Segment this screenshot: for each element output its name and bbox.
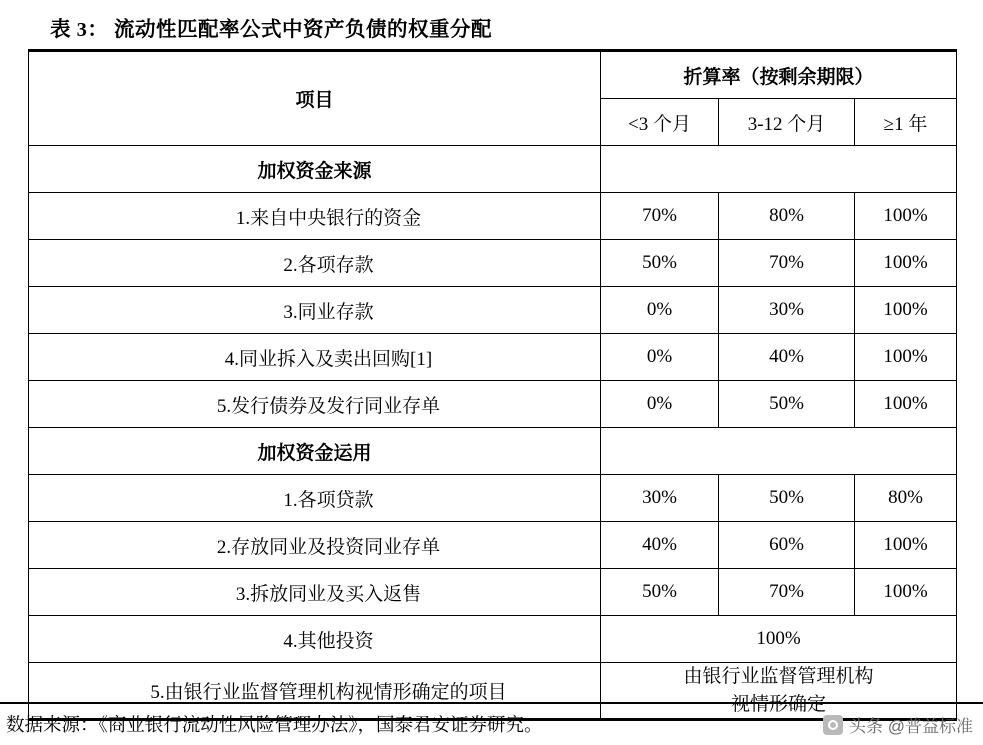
- table-header-row-group: [29, 51, 957, 99]
- row-value: 100%: [855, 240, 957, 287]
- row-value: 50%: [719, 381, 855, 428]
- row-value: 50%: [601, 569, 719, 616]
- table-row: [29, 334, 957, 381]
- section-label-funding-sources: 加权资金来源: [29, 146, 601, 193]
- merged-value-line-1: 由银行业监督管理机构: [683, 666, 874, 687]
- row-value: 100%: [855, 193, 957, 240]
- row-value: 60%: [719, 522, 855, 569]
- header-over-1-year: ≥1 年: [855, 99, 957, 146]
- row-label: 4.其他投资: [29, 616, 601, 663]
- header-item: 项目: [29, 51, 601, 146]
- section-empty-cell: [601, 146, 957, 193]
- row-label: 2.存放同业及投资同业存单: [29, 522, 601, 569]
- header-under-3-months: <3 个月: [601, 99, 719, 146]
- row-value: 30%: [719, 287, 855, 334]
- page-title: 表 3： 流动性匹配率公式中资产负债的权重分配: [50, 19, 492, 41]
- row-label: 3.拆放同业及买入返售: [29, 569, 601, 616]
- table-row: [29, 287, 957, 334]
- row-value: 100%: [855, 569, 957, 616]
- row-label: 3.同业存款: [29, 287, 601, 334]
- table-section-row: [29, 428, 957, 475]
- watermark: [823, 712, 977, 737]
- merged-value-line-2: 视情形确定: [730, 693, 826, 715]
- row-value: 40%: [719, 334, 855, 381]
- table-row: [29, 522, 957, 569]
- section-empty-cell: [601, 428, 957, 475]
- row-value: 100%: [855, 287, 957, 334]
- header-conversion-rate-group: 折算率（按剩余期限）: [601, 51, 957, 99]
- table-row: [29, 381, 957, 428]
- table-row: [29, 569, 957, 616]
- row-value: 30%: [601, 475, 719, 522]
- table-row: [29, 616, 957, 663]
- table-row: [29, 475, 957, 522]
- row-value: 0%: [601, 334, 719, 381]
- weight-allocation-table: [28, 49, 957, 721]
- row-value: 50%: [601, 240, 719, 287]
- row-label: 1.来自中央银行的资金: [29, 193, 601, 240]
- row-label: 2.各项存款: [29, 240, 601, 287]
- watermark-label: 头条 @普益标准: [849, 717, 973, 736]
- row-value: 0%: [601, 287, 719, 334]
- row-value-merged: 100%: [601, 616, 957, 663]
- row-value: 40%: [601, 522, 719, 569]
- row-value: 0%: [601, 381, 719, 428]
- row-value: 70%: [719, 240, 855, 287]
- footer: [0, 702, 983, 745]
- table-row: [29, 240, 957, 287]
- source-note: 数据来源：《商业银行流动性风险管理办法》，国泰君安证券研究。: [6, 716, 543, 736]
- section-label-funding-uses: 加权资金运用: [29, 428, 601, 475]
- table-row: [29, 193, 957, 240]
- header-3-to-12-months: 3-12 个月: [719, 99, 855, 146]
- row-value: 50%: [719, 475, 855, 522]
- row-label: 5.由银行业监督管理机构视情形确定的项目: [29, 663, 601, 720]
- row-value: 80%: [855, 475, 957, 522]
- row-label: 5.发行债券及发行同业存单: [29, 381, 601, 428]
- row-label: 4.同业拆入及卖出回购[1]: [29, 334, 601, 381]
- row-value: 100%: [855, 334, 957, 381]
- row-value: 100%: [855, 381, 957, 428]
- row-value: 70%: [719, 569, 855, 616]
- row-value: 80%: [719, 193, 855, 240]
- row-label: 1.各项贷款: [29, 475, 601, 522]
- row-value: 70%: [601, 193, 719, 240]
- row-value: 100%: [855, 522, 957, 569]
- table-section-row: [29, 146, 957, 193]
- watermark-logo-icon: [823, 715, 843, 735]
